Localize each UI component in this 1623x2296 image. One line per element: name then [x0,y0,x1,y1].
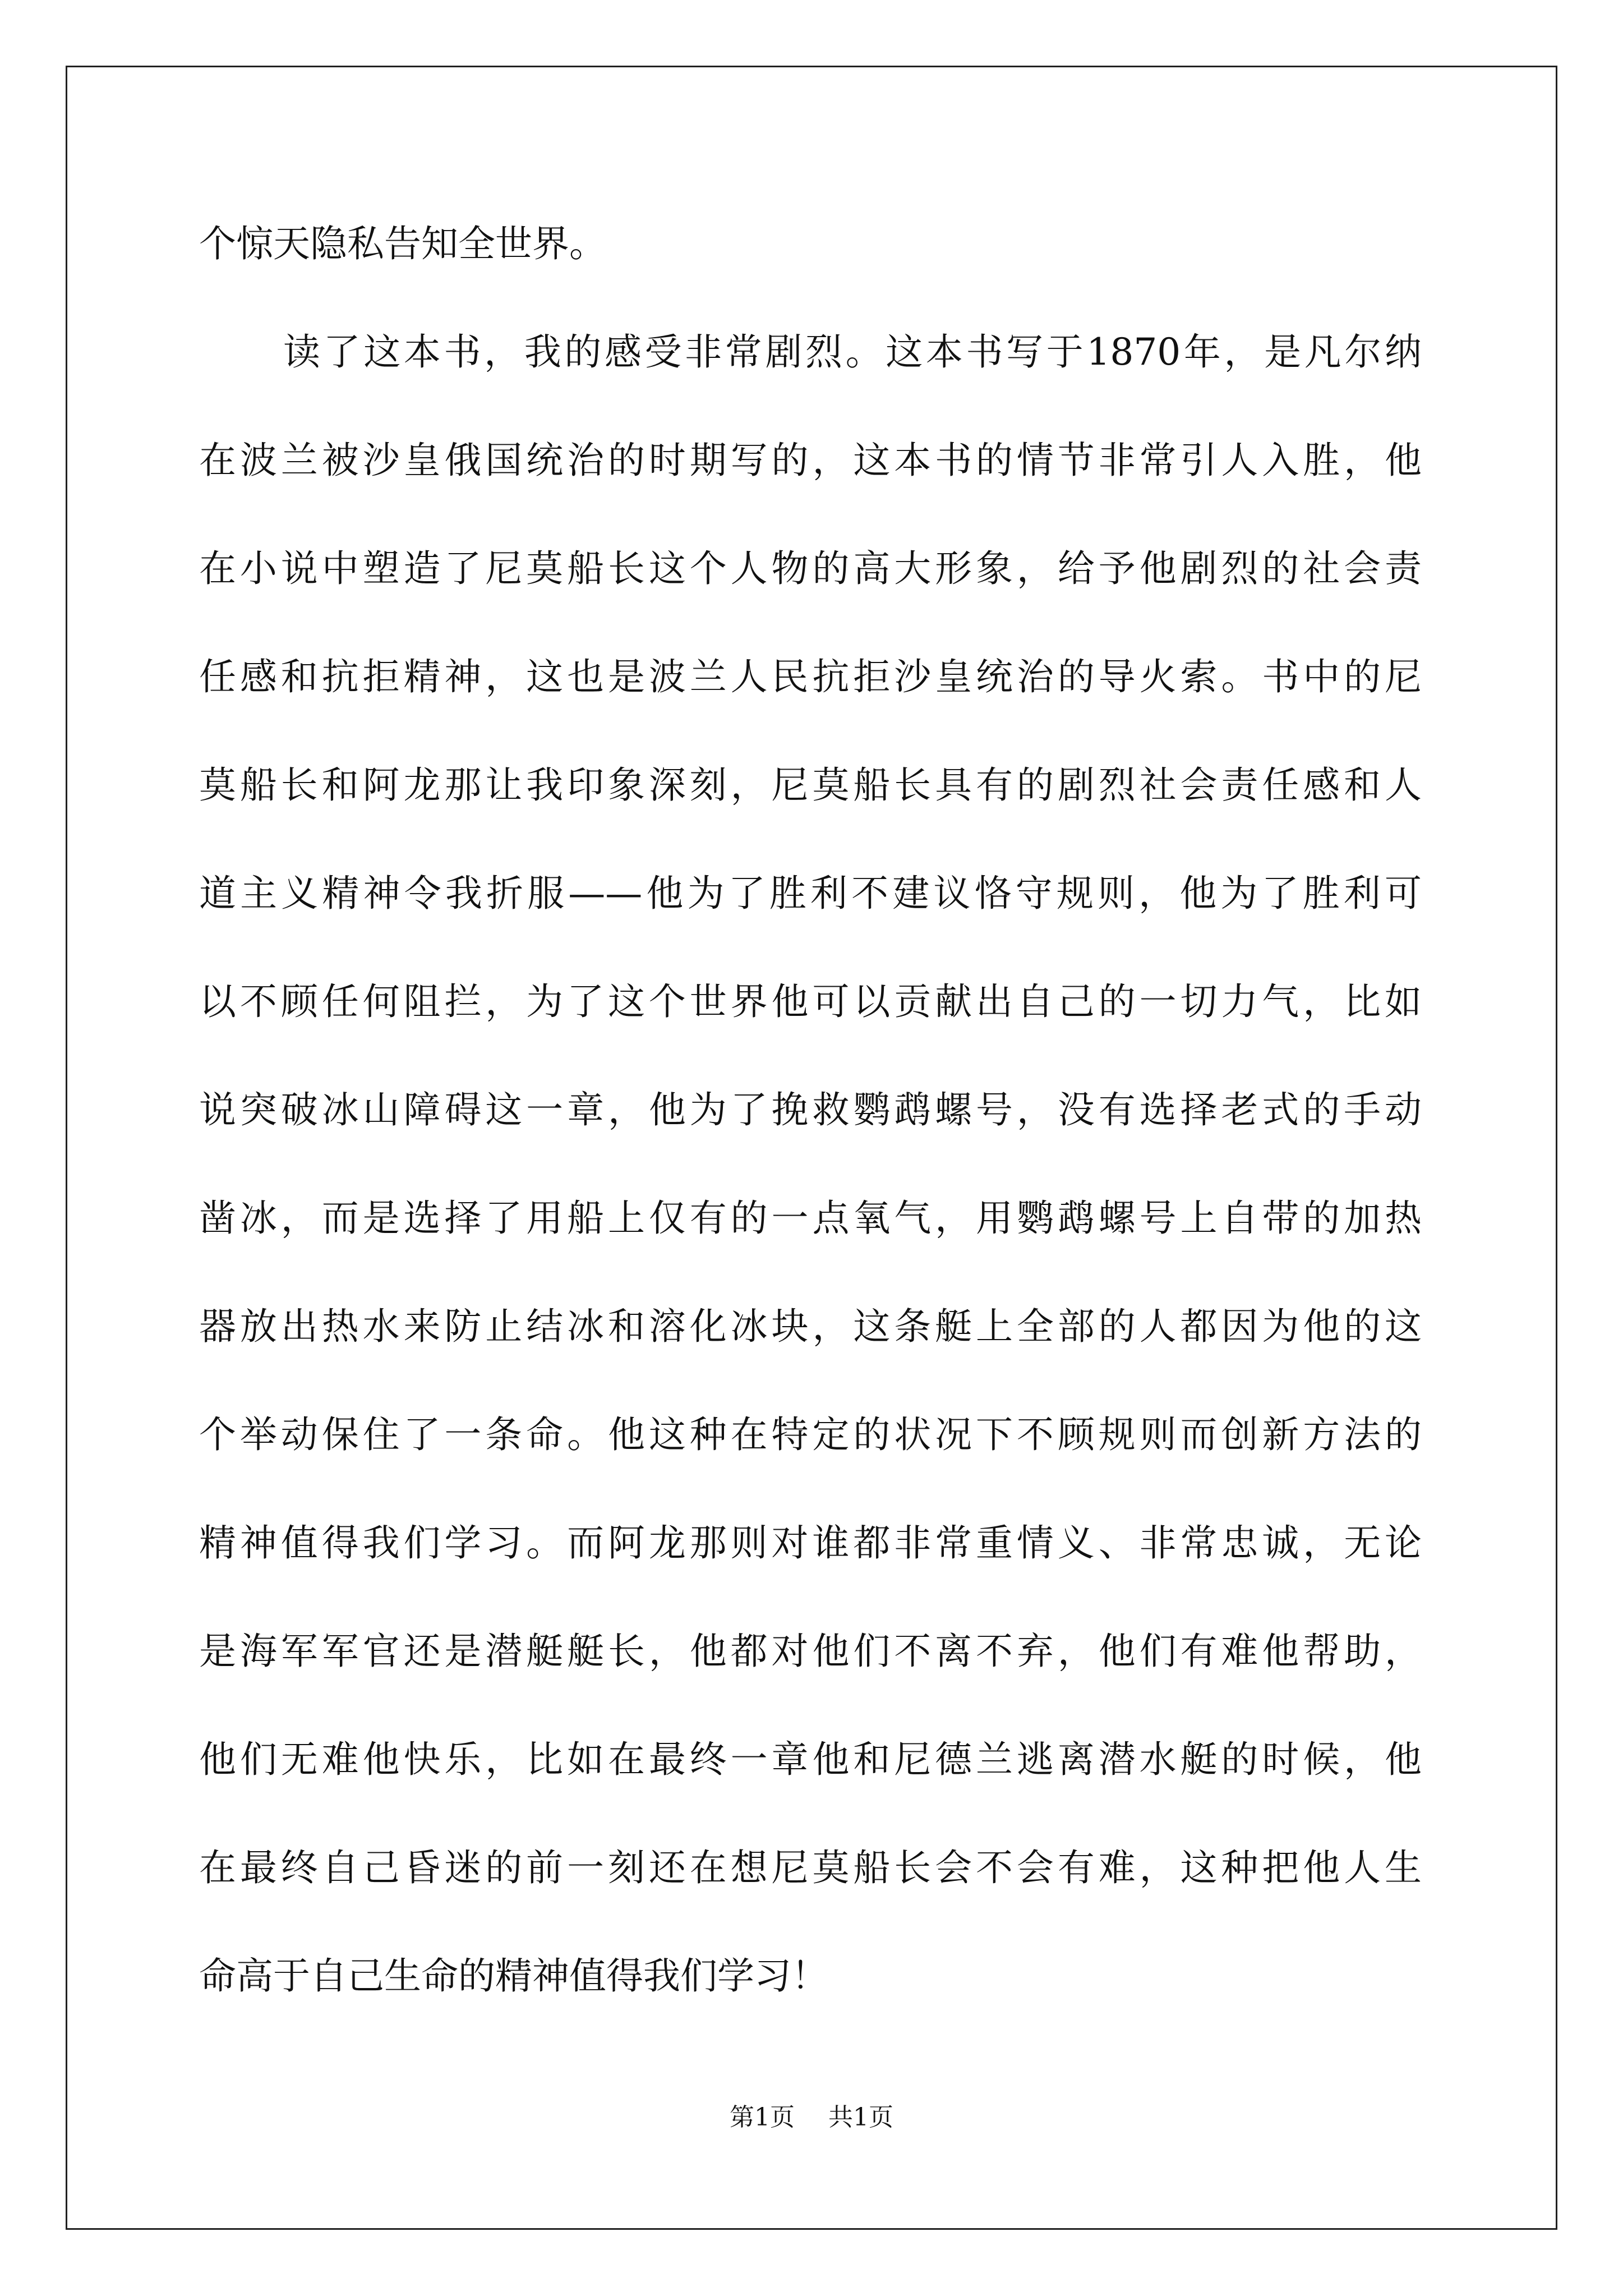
document-body [199,219,1422,2059]
text-line: 在小说中塑造了尼莫船长这个人物的高大形象，给予他剧烈的社会责 [199,547,1422,590]
text-line: 在最终自己昏迷的前一刻还在想尼莫船长会不会有难，这种把他人生 [199,1846,1422,1889]
text-line: 莫船长和阿龙那让我印象深刻，尼莫船长具有的剧烈社会责任感和人 [199,763,1422,807]
text-line: 命高于自己生命的精神值得我们学习！ [199,1954,828,1998]
text-line: 在波兰被沙皇俄国统治的时期写的，这本书的情节非常引人入胜，他 [199,439,1422,482]
text-line: 是海军军官还是潜艇艇长，他都对他们不离不弃，他们有难他帮助， [199,1630,1422,1673]
text-line: 任感和抗拒精神，这也是波兰人民抗拒沙皇统治的导火索。书中的尼 [199,655,1422,698]
text-line: 器放出热水来防止结冰和溶化冰块，这条艇上全部的人都因为他的这 [199,1305,1422,1348]
page-footer [0,2101,1623,2134]
text-line: 精神值得我们学习。而阿龙那则对谁都非常重情义、非常忠诚，无论 [199,1521,1422,1565]
text-line: 道主义精神令我折服——他为了胜利不建议恪守规则，他为了胜利可 [199,872,1422,915]
text-line: 读了这本书，我的感受非常剧烈。这本书写于1870年，是凡尔纳 [283,330,1422,374]
text-line: 个举动保住了一条命。他这种在特定的状况下不顾规则而创新方法的 [199,1413,1422,1456]
text-line: 凿冰，而是选择了用船上仅有的一点氧气，用鹦鹉螺号上自带的加热 [199,1197,1422,1240]
text-line: 说突破冰山障碍这一章，他为了挽救鹦鹉螺号，没有选择老式的手动 [199,1088,1422,1131]
text-line: 他们无难他快乐，比如在最终一章他和尼德兰逃离潜水艇的时候，他 [199,1738,1422,1781]
text-line: 以不顾任何阻拦，为了这个世界他可以贡献出自己的一切力气，比如 [199,980,1422,1023]
page-total: 共1页 [828,2103,893,2132]
text-line: 个惊天隐私告知全世界。 [199,222,606,265]
page-number: 第1页 [730,2103,795,2132]
